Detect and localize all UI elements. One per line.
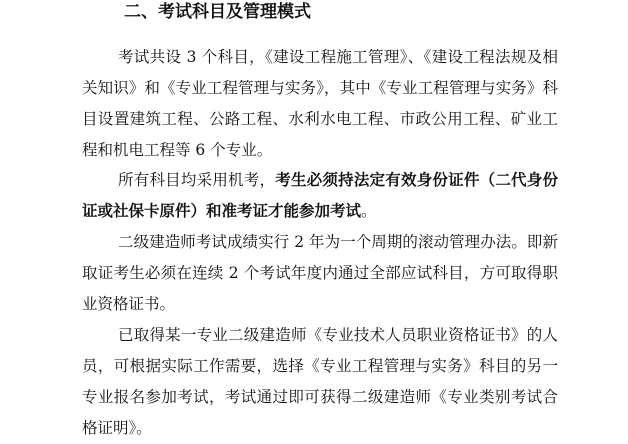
section-heading: 二、考试科目及管理模式 xyxy=(124,2,311,22)
paragraph-computer-exam-tail: 。 xyxy=(361,201,377,220)
paragraph-additional-specialty: 已取得某一专业二级建造师《专业技术人员职业资格证书》的人员，可根据实际工作需要，选择《专业工程管理与实务》科目的另一专业报名参加考试，考试通过即可获得二级建造师《专业类别考试合格证明》。 xyxy=(82,325,558,437)
paragraph-id-requirement-bold: 考生必须持法定有效身份证件（二代身份证或社保卡原件）和准考证才能参加考试 xyxy=(82,170,558,220)
paragraph-exam-subjects: 考试共设 3 个科目，《建设工程施工管理》、《建设工程法规及相关知识》和《专业工程管理与实务》，其中《专业工程管理与实务》科目设置建筑工程、公路工程、水利水电工程、市政公用工程、矿业工程和机电工程等 6 个专业。 xyxy=(82,47,558,159)
paragraph-computer-exam-lead: 所有科目均采用机考， xyxy=(118,170,276,189)
paragraph-rolling-management: 二级建造师考试成绩实行 2 年为一个周期的滚动管理办法。即新取证考生必须在连续 2 个考试年度内通过全部应试科目，方可取得职业资格证书。 xyxy=(82,232,558,313)
paragraph-computer-exam xyxy=(82,165,558,227)
